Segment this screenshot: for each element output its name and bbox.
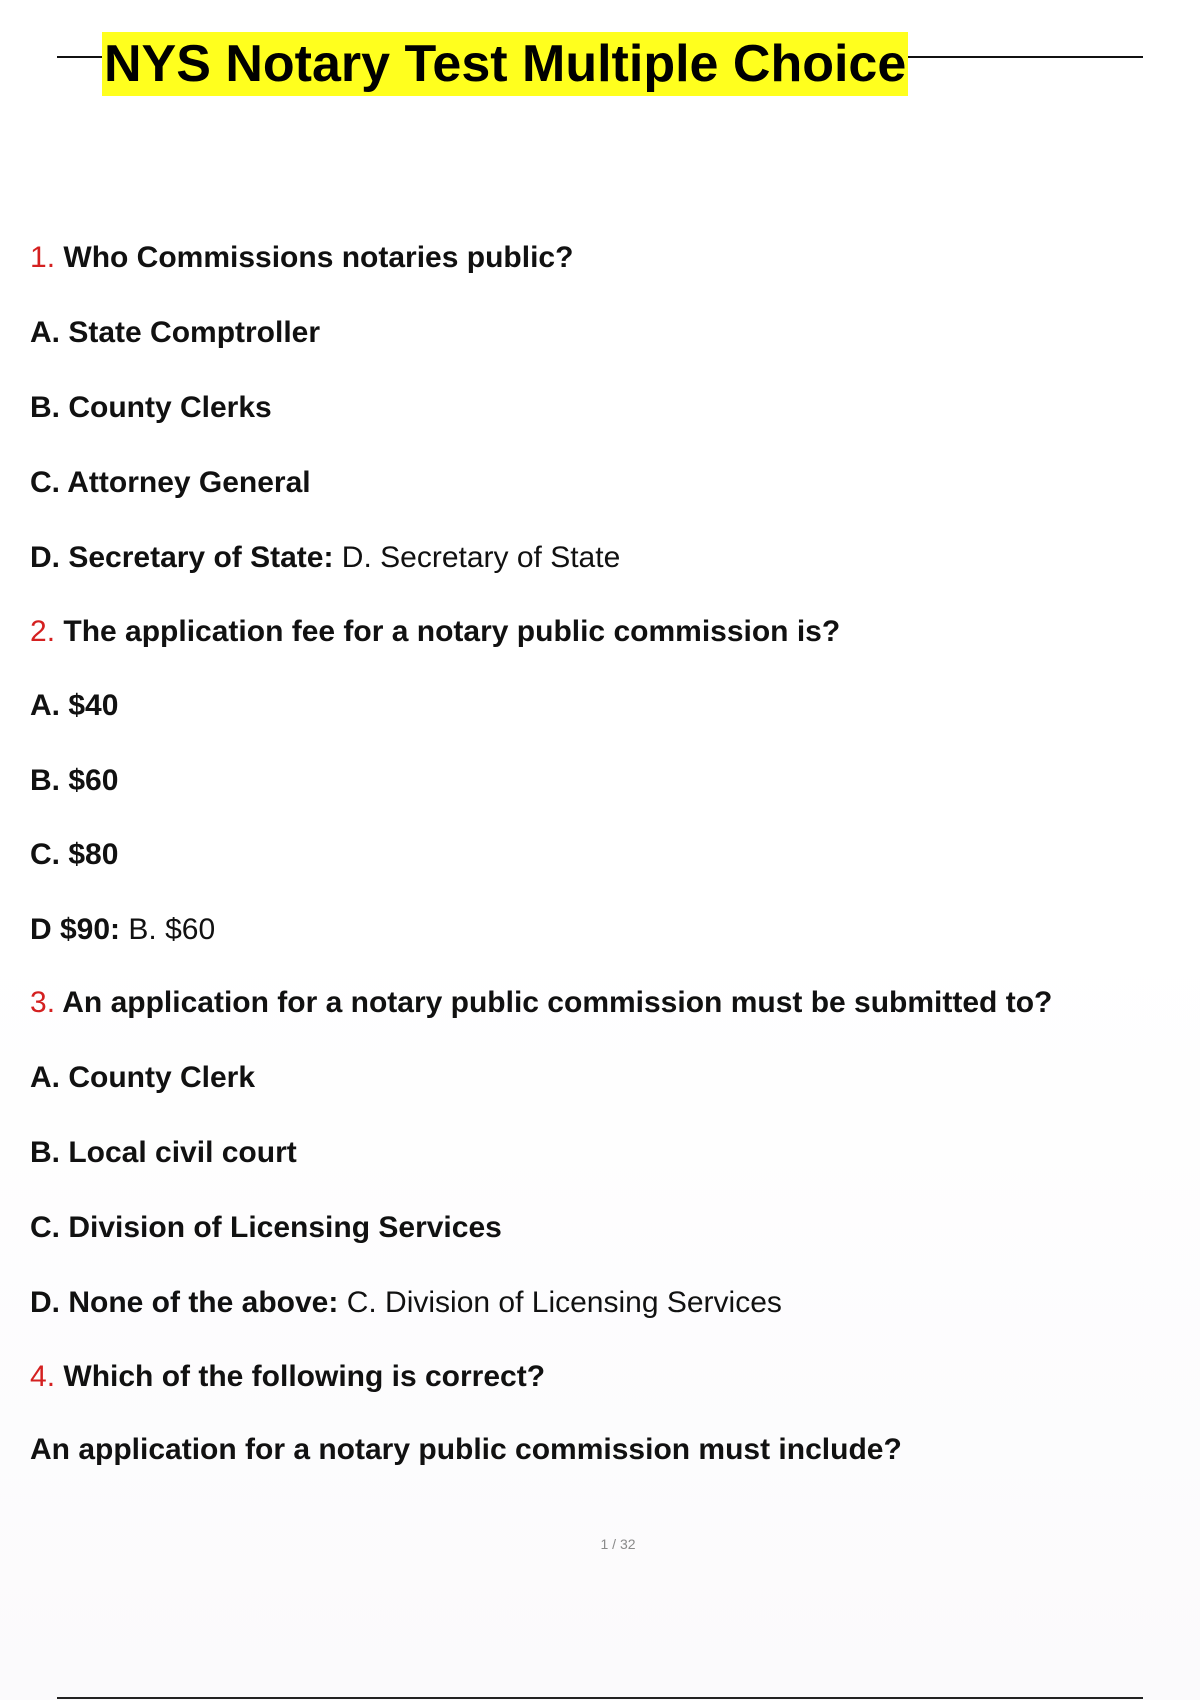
option-b: B. Local civil court [30, 1136, 297, 1169]
option-c: C. Attorney General [30, 466, 311, 499]
question-3: 3. An application for a notary public commission must be submitted to? [30, 986, 1053, 1019]
option-d: D. None of the above: [30, 1286, 339, 1319]
question-number: 1 [30, 241, 47, 274]
question-number: 3 [30, 986, 47, 1019]
question-continuation: An application for a notary public commission must include? [30, 1433, 902, 1466]
question-4: 4. Which of the following is correct? [30, 1360, 546, 1393]
option-a: A. State Comptroller [30, 316, 321, 349]
option-c: C. Division of Licensing Services [30, 1211, 502, 1244]
answer-text: D. Secretary of State [341, 541, 621, 574]
question-text: An application for a notary public commission must be submitted to? [62, 986, 1053, 1019]
question-1: 1. Who Commissions notaries public? [30, 241, 574, 274]
option-c: C. $80 [30, 838, 119, 871]
option-b: B. County Clerks [30, 391, 272, 424]
page-number: 1 / 32 [600, 1536, 636, 1552]
question-number: 4 [30, 1360, 47, 1393]
option-d-with-answer [30, 1285, 782, 1321]
option-b: B. $60 [30, 764, 119, 797]
question-text: Who Commissions notaries public? [63, 241, 574, 274]
document-title: NYS Notary Test Multiple Choice [102, 32, 908, 96]
answer-text: B. $60 [128, 913, 216, 946]
option-d-with-answer [30, 540, 620, 576]
question-text: Which of the following is correct? [63, 1360, 546, 1393]
option-a: A. $40 [30, 689, 119, 722]
option-d-with-answer [30, 912, 215, 948]
footer-rule [57, 1697, 1143, 1699]
option-d: D. Secretary of State: [30, 541, 334, 574]
option-a: A. County Clerk [30, 1061, 256, 1094]
answer-text: C. Division of Licensing Services [346, 1286, 782, 1319]
question-2: 2. The application fee for a notary public commission is? [30, 615, 841, 648]
question-text: The application fee for a notary public commission is? [63, 615, 841, 648]
question-number: 2 [30, 615, 47, 648]
option-d: D $90: [30, 913, 121, 946]
